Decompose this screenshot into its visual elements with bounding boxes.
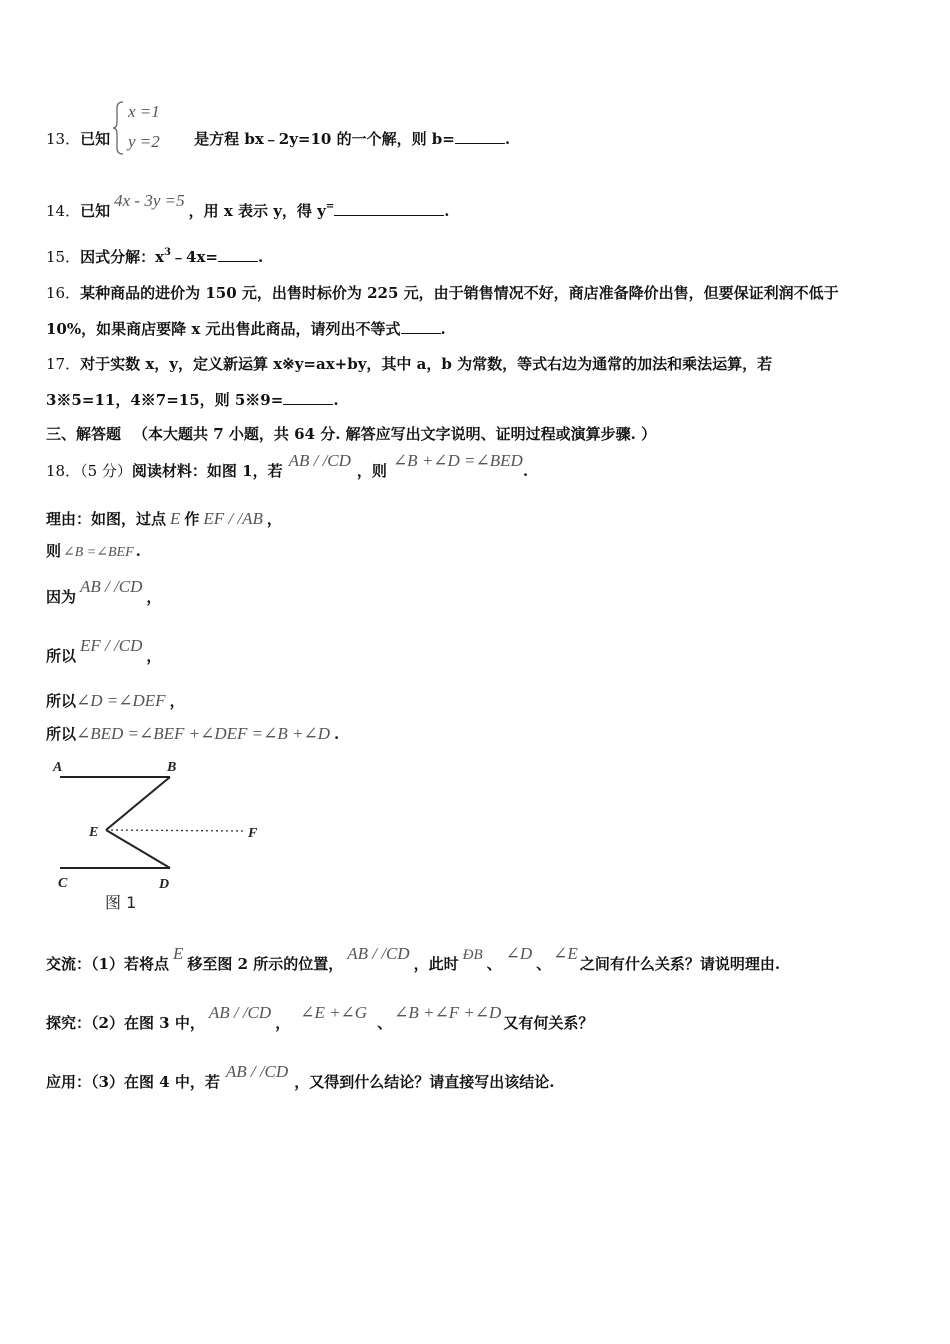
apply-question: 应用：（3）在图 4 中，若AB / /CD，又得到什么结论？请直接写出该结论. [46, 1062, 555, 1091]
label-c: C [58, 876, 68, 891]
question-18: 18．（5 分）阅读材料：如图 1，若AB / /CD，则∠B +∠D =∠BED. [46, 451, 529, 480]
answer-blank[interactable] [334, 201, 444, 216]
answer-blank[interactable] [283, 390, 333, 405]
answer-blank[interactable] [455, 129, 505, 144]
answer-blank[interactable] [401, 319, 441, 334]
label-b: B [167, 760, 177, 775]
question-score: （5 分） [80, 462, 132, 480]
system-row-1: x =1 [128, 102, 160, 121]
question-number: 17． [46, 355, 81, 373]
question-number: 13． [46, 130, 81, 148]
question-number: 16． [46, 284, 81, 302]
proof-step-3: 所以EF / /CD， [46, 636, 162, 665]
proof-step-4: 所以∠D =∠DEF ， [46, 691, 185, 710]
segment-be [106, 777, 170, 830]
label-d: D [159, 877, 170, 892]
question-17-line-1: 17．对于实数 x，y，定义新运算 x※y=ax+by，其中 a，b 为常数，等式右边为通常的加法和乘法运算，若 [46, 355, 773, 373]
proof-step-1: 则 ∠B =∠BEF . [46, 542, 141, 560]
equation: 4x - 3y =5 [114, 191, 185, 210]
figure-caption: 图 1 [105, 893, 137, 912]
question-number: 14． [46, 202, 81, 220]
section-heading [46, 423, 656, 444]
math-expression: AB / /CD [288, 451, 351, 470]
question-number: 15． [46, 248, 81, 266]
question-14: 14．已知4x - 3y =5，用 x 表示 y，得 y= . [46, 191, 450, 220]
question-15: 15．因式分解：$x^3﹣4x=$ . [46, 247, 264, 266]
figure-1 [50, 755, 280, 920]
explore-question: 探究：（2）在图 3 中，AB / /CD，∠E +∠G、∠B +∠F +∠D又有何关系？ [46, 1003, 594, 1032]
left-brace-icon [112, 100, 126, 156]
section-title: 三、解答题 [46, 425, 122, 443]
question-text: 是方程 bx﹣2y=10 的一个解，则 b= [194, 130, 455, 148]
question-13: 13．已知 是方程 bx﹣2y=10 的一个解，则 b= . [46, 130, 511, 148]
system-row-2: y =2 [128, 132, 160, 151]
question-17-line-2: 3※5=11，4※7=15，则 5※9= . [46, 391, 339, 409]
label-e: E [89, 825, 99, 840]
math-expression: ∠B +∠D =∠BED [392, 451, 523, 470]
segment-ed [106, 830, 170, 868]
answer-blank[interactable] [218, 247, 258, 262]
exchange-question: 交流：（1）若将点E移至图 2 所示的位置，AB / /CD，此时 ÐB 、∠D、∠E之间有什么关系？请说明理由. [46, 944, 781, 973]
question-16-line-2: 10%，如果商店要降 x 元出售此商品，请列出不等式 . [46, 320, 446, 338]
proof-step-2: 因为AB / /CD， [46, 577, 162, 606]
reason-line: 理由：如图，过点 E 作 EF / /AB ， [46, 509, 282, 528]
segment-ef-dashed [106, 830, 245, 831]
question-text: 已知 [80, 130, 111, 148]
question-number: 18． [46, 462, 81, 480]
section-description: （本大题共 7 小题，共 64 分. 解答应写出文字说明、证明过程或演算步骤. ） [133, 425, 657, 443]
label-f: F [248, 826, 258, 841]
proof-step-5: 所以∠BED =∠BEF +∠DEF =∠B +∠D . [46, 724, 340, 743]
label-a: A [53, 760, 63, 775]
question-16-line-1: 16．某种商品的进价为 150 元，出售时标价为 225 元，由于销售情况不好，商店准备降价出售，但要保证利润不低于 [46, 284, 839, 302]
